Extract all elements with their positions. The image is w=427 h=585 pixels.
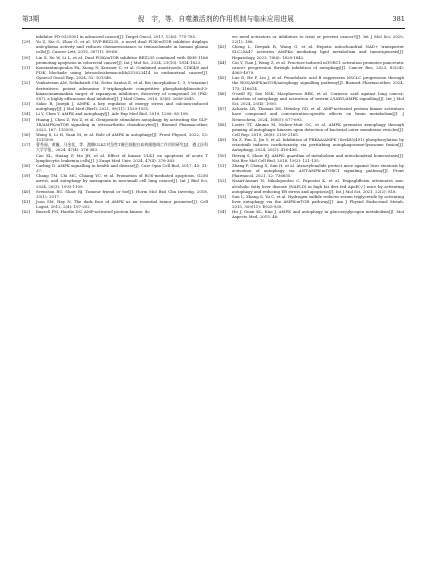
- reference-entry: [22, 153, 208, 163]
- reference-entry: [218, 209, 404, 219]
- reference-text: Carling D. AMPK signalling in health and disease[J]. Curr Opin Cell Biol, 2017, 45: 31-37.: [36, 162, 208, 174]
- reference-text: we need activators or inhibitors to treat or prevent cancer?[J]. Int J Mol Sci, 2020, 22(1): 186.: [232, 34, 404, 45]
- reference-text: Losier TT, Akuma M, Mckee-Muir OC, et al. AMPK promotes xenophagy through priming of autophagic kinases upon detection of bacterial outer membrane vesicles[J]. Cell Rep, 2019, 26(8): 2150-2165.: [232, 121, 404, 137]
- reference-entry: [22, 80, 208, 101]
- reference-text: O'neill EJ, Sze NSK, Macpherson REK, et al. Carnosic acid against lung cancer: induction of autophagy and activation of sestrin-2/LKB1/AMPK signalling[J]. Int J Mol Sci, 2024, 25(4): 1950.: [232, 90, 404, 107]
- reference-number: [42]: [22, 209, 30, 215]
- reference-entry: [218, 106, 404, 121]
- reference-text: Hu J, Guan KL, Kim J. AMPK and autophagy in glucose/glycogen metabolism[J]. Mol Aspects Med, 2015, 46:: [232, 209, 404, 220]
- reference-text: Venkatesan AM, Dehnhardt CM, Delos Santos E, et al. Bis (morpholino-1, 3, 5-triazine) derivatives: potent adenosine 5′-triphosphate competitive phosphatidylinositol-3-kinase/mammalian target of rapamycin inhibitors; discovery of compound 26 (PKI-587), a highly efficacious dual inhibitor[J]. J Med Chem, 2010, 53(6): 2636-2645.: [36, 80, 208, 101]
- reference-number: [22, 153, 36, 163]
- reference-number: [34]: [22, 111, 30, 117]
- reference-number: [53]: [218, 193, 226, 199]
- reference-number: [52]: [218, 178, 226, 184]
- reference-number: [48]: [218, 121, 226, 127]
- reference-text: Lin X, Xu W, Li L, et al. Dual PI3K/mTOR inhibitor BEZ235 combined with BMS-1166 promoting apoptosis in colorectal cancer[J]. Int J Mol Sci, 2024, 21(10): 1814-1823.: [36, 54, 208, 65]
- header-rule: [22, 28, 405, 29]
- reference-number: [43]: [218, 44, 226, 50]
- reference-number: [44]: [218, 59, 226, 65]
- reference-number: [218, 34, 232, 44]
- reference-entry: [22, 142, 208, 152]
- reference-entry: [22, 199, 208, 209]
- reference-number: [35]: [22, 116, 30, 122]
- reference-entry: [22, 117, 208, 132]
- reference-number: [30]: [22, 54, 30, 60]
- reference-text: 曹秀丽，黄巍，马金花，等．激酶ULK1对急性T淋巴细胞白血病细胞凋亡作用的研究[J]．遵义医科大学学报，2024, 47(4): 376-383.: [36, 142, 208, 153]
- reference-text: Cao XL, Huang P, Ma JH, et al. Effect of kinase ULK1 on apoptosis of acute T lymphocytic leukemia cells[J]. J Zunyi Med Univ, 2024, 47(4): 376-383.: [36, 152, 208, 163]
- reference-entry: [218, 153, 404, 163]
- reference-entry: [218, 163, 404, 178]
- running-title: 倪 宇，等．自噬激活剂的作用机制与临床应用进展: [137, 14, 295, 23]
- reference-entry: [218, 194, 404, 209]
- reference-number: [40]: [22, 188, 30, 194]
- reference-entry: [218, 44, 404, 59]
- reference-entry: [22, 132, 208, 142]
- reference-text: Cui Y, Tian J, Wang Z, et al. Fructose-induced mTORC1 activation promotes pancreatic cancer progression through inhibition of autophagy[J]. Cancer Res, 2023, 83(24): 4063-4079.: [232, 59, 404, 76]
- reference-entry: [218, 137, 404, 152]
- issue-label: 第3期: [22, 14, 40, 23]
- reference-text: Chang TM, Chi MC, Chiang YC, et al. Promotion of ROS-mediated apoptosis, G2/M arrest, and autophagy by naringenin in non-small cell lung cancer[J]. Int J Biol Sci, 2024, 20(3): 1093-1109.: [36, 173, 208, 189]
- page-number: 381: [392, 14, 405, 23]
- reference-entry: [22, 55, 208, 65]
- reference-number: [36]: [22, 131, 30, 137]
- reference-entry: [218, 178, 404, 193]
- left-column: [22, 34, 208, 573]
- reference-number: [31]: [22, 64, 30, 70]
- reference-text: Zhang P, Cheng X, Sun H, et al. Atractylenolide protect mice against liver steatosis by activation of autophagy via ANT-AMPK-mTORC1 signaling pathway[J]. Front Pharmacol, 2021, 12: 736655.: [232, 162, 404, 179]
- reference-entry: [22, 189, 208, 199]
- reference-number: [29]: [22, 39, 30, 45]
- reference-number: [37]: [22, 142, 30, 148]
- reference-number: [54]: [218, 209, 226, 215]
- reference-entry: [22, 163, 208, 173]
- reference-entry: [218, 60, 404, 75]
- reference-entry: [22, 65, 208, 80]
- reference-number: [33]: [22, 101, 30, 107]
- reference-entry: [218, 91, 404, 106]
- reference-number: [38]: [22, 162, 30, 168]
- reference-text: Jeon SM, Hay N. The dark face of AMPK as an essential tumor promoter[J]. Cell Logist, 2012, 2(4): 197-202.: [36, 199, 208, 210]
- reference-text: Wang S, Li H, Yuan M, et al. Role of AMPK in autophagy[J]. Front Physiol, 2022, 13: 1015500.: [36, 131, 208, 143]
- reference-number: [51]: [218, 162, 226, 168]
- reference-text: Russell FM, Hardie DG. AMP-activated protein kinase: do: [36, 209, 150, 215]
- reference-text: Nasiri-Ansari N, Nikolopoulou C, Papoutsi K, et al. Empagliflozin attenuates non-alcoholic fatty liver disease (NAFLD) in high fat diet fed ApoE(-/-) mice by activating autophagy and reducing ER stress and apoptosis[J]. Int J Mol Sci, 2021, 22(2): 818.: [232, 178, 404, 194]
- reference-number: [39]: [22, 173, 30, 179]
- reference-entry: [22, 101, 208, 111]
- reference-text: Cheng L, Deepak R, Wang G, et al. Hepatic mitochondrial NAD+ transporter SLC25A47 activates AMPKα mediating lipid metabolism and tumorigenesis[J]. Hepatology, 2023, 78(6): 1828-1842.: [232, 44, 404, 60]
- reference-text: Li Y, Chen Y. AMPK and autophagy[J]. Adv Exp Med Biol, 2019, 1206: 85-108.: [36, 111, 190, 117]
- reference-entry: [218, 75, 404, 90]
- right-column: [218, 34, 404, 573]
- reference-text: Acharta LR, Thomas DS, Hensley GD, et al. AMP-activated protein kinase activators have compound and concentration-specific effects on brain metabolism[J]. J Neurochem, 2024, 168(5): 677-692.: [232, 106, 404, 122]
- reference-number: [49]: [218, 137, 226, 143]
- reference-entry: [22, 173, 208, 188]
- reference-text: inhibitor PD-0325901 in advanced cancer[J]. Target Oncol, 2017, 12(6): 775-785.: [36, 34, 197, 39]
- reference-number: [47]: [218, 106, 226, 112]
- reference-number: [45]: [218, 75, 226, 81]
- reference-text: Svensson RU, Shaw RJ. Tumour friend or foe[J]. Horm Mol Biol Clin Investig, 2018, 33(1): 2017.: [36, 188, 208, 199]
- reference-text: Yu Z, Xie G, Zhou G, et al. NVP-BEZ235, a novel dual PI3K-mTOR inhibitor displays anti-glioma activity and reduces chemoresistance to temozolomide in human glioma cells[J]. Cancer Lett, 2015, 367(1): 58-68.: [36, 39, 208, 55]
- reference-text: Konstantinopoulos PA, Xiong N, Krasner C, et al. Combined anastrozole, CDK4/6 and PI3K blockade using letrozole/abemaciclib/LY3023414 in endometrial cancer[J]. Gynecol Oncol Rep, 2024, 52: 101348.: [36, 64, 208, 81]
- reference-columns: [22, 34, 405, 573]
- reference-text: Sakic R, Joseph J. AMPK: a key regulator of energy stress and calcium-induced autophagy[J]. J Mol Med (Berl), 2021, 99(11): 1539-1551.: [36, 101, 208, 112]
- reference-text: Sun L, Zhang S, Yu C, et al. Hydrogen sulfide reduces serum triglyceride by activating liver autophagy via the AMPK-mTOR pathway[J]. Am J Physiol Endocrinol Metab, 2015, 309(11): E925-935.: [232, 193, 404, 210]
- reference-text: Huang J, Chen Z, Wu Z, et al. Geniposide stimulates autophagy by activating the GLP-1R/AMPK/mTOR signaling in osteoarthritic chondrocytes[J]. Biomed Pharmacother, 2023, 167: 115595.: [36, 116, 208, 132]
- reference-number: [32]: [22, 80, 30, 86]
- reference-entry: [218, 122, 404, 137]
- reference-number: [46]: [218, 90, 226, 96]
- page-header: [22, 12, 405, 26]
- reference-text: Xu Z, Pan Z, Jin Y, et al. Inhibition of PRKAA/AMPK (Ser485/491) phosphorylation by crizotinib induces cardiotoxicity via perturbing autophagosome-lysosome fusion[J]. Autophagy, 2024, 20(2): 416-436.: [232, 137, 404, 153]
- reference-text: Herzig S, Shaw RJ. AMPK: guardian of metabolism and mitochondrial homeostasis[J]. Nat Rev Mol Cell Biol, 2018, 19(2): 121-135.: [232, 152, 404, 163]
- reference-number: [41]: [22, 199, 30, 204]
- reference-entry: [218, 34, 404, 44]
- reference-number: [50]: [218, 152, 226, 158]
- reference-entry: [22, 209, 208, 214]
- reference-text: Luo D, He F, Liu J, et al. Pseudolaric acid B suppresses NSCLC progression through the ROS/AMPK/mTOR/autophagy signalling pathway[J]. Biomed Pharmacother, 2024, 175: 116614.: [232, 75, 404, 91]
- reference-entry: [22, 39, 208, 54]
